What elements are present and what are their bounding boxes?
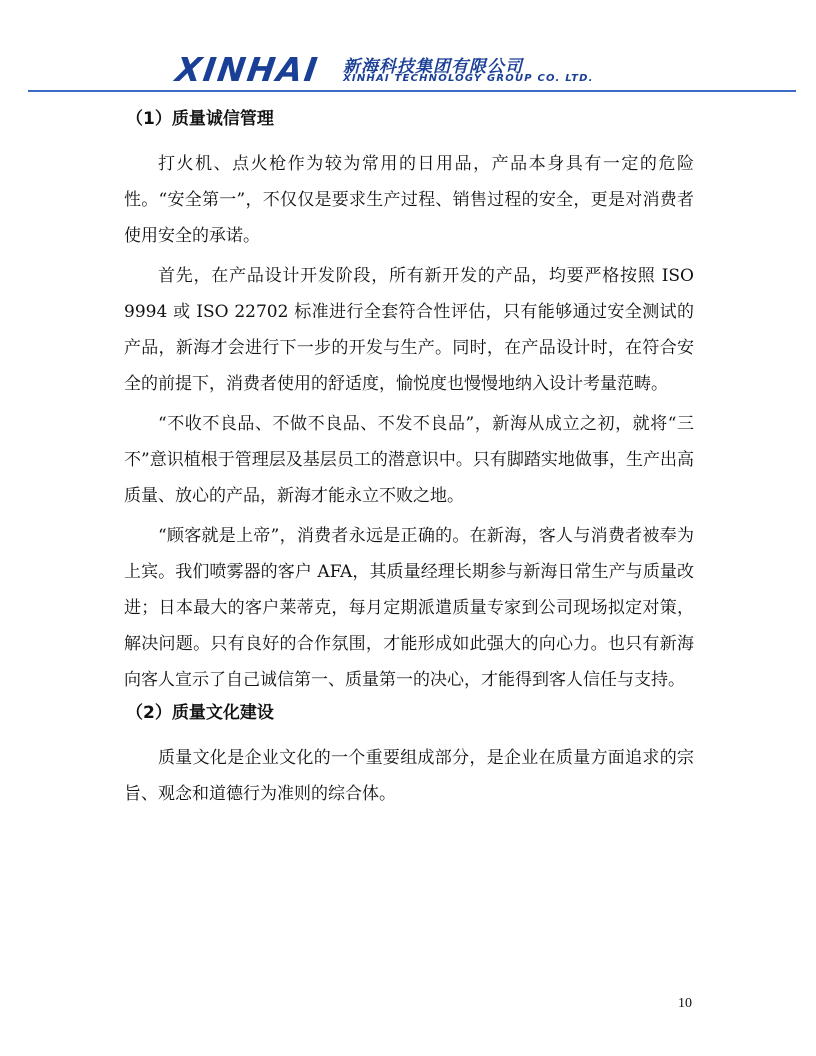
document-body xyxy=(124,104,694,812)
company-name-chinese: 新海科技集团有限公司 xyxy=(343,57,523,77)
header-divider xyxy=(28,90,796,92)
section-heading-quality-integrity: （1）质量诚信管理 xyxy=(126,109,274,129)
page-number: 10 xyxy=(678,996,692,1011)
paragraph: “不收不良品、不做不良品、不发不良品”，新海从成立之初，就将“三不”意识植根于管理层及基层员工的潜意识中。只有脚踏实地做事，生产出高质量、放心的产品，新海才能永立不败之地。 xyxy=(124,414,694,506)
paragraph: 打火机、点火枪作为较为常用的日用品，产品本身具有一定的危险性。“安全第一”，不仅仅是要求生产过程、销售过程的安全，更是对消费者使用安全的承诺。 xyxy=(124,154,694,246)
company-name-english: XINHAI TECHNOLOGY GROUP CO. LTD. xyxy=(343,73,594,84)
page-header xyxy=(0,0,816,100)
paragraph: “顾客就是上帝”，消费者永远是正确的。在新海，客人与消费者被奉为上宾。我们喷雾器的客户 AFA，其质量经理长期参与新海日常生产与质量改进；日本最大的客户莱蒂克，每月定期派遣质量专家到公司现场拟定对策，解决问题。只有良好的合作氛围，才能形成如此强大的向心力。也只有新海向客人宣示了自己诚信第一、质量第一的决心，才能得到客人信任与支持。 xyxy=(124,526,694,690)
company-logo-wordmark: XINHAI xyxy=(173,50,322,89)
paragraph: 首先，在产品设计开发阶段，所有新开发的产品，均要严格按照 ISO 9994 或 ISO 22702 标准进行全套符合性评估，只有能够通过安全测试的产品，新海才会进行下一步的开发与生产。同时，在产品设计时，在符合安全的前提下，消费者使用的舒适度，愉悦度也慢慢地纳入设计考量范畴。 xyxy=(124,266,694,394)
section-heading-quality-culture: （2）质量文化建设 xyxy=(126,703,274,723)
paragraph: 质量文化是企业文化的一个重要组成部分，是企业在质量方面追求的宗旨、观念和道德行为准则的综合体。 xyxy=(124,748,694,804)
